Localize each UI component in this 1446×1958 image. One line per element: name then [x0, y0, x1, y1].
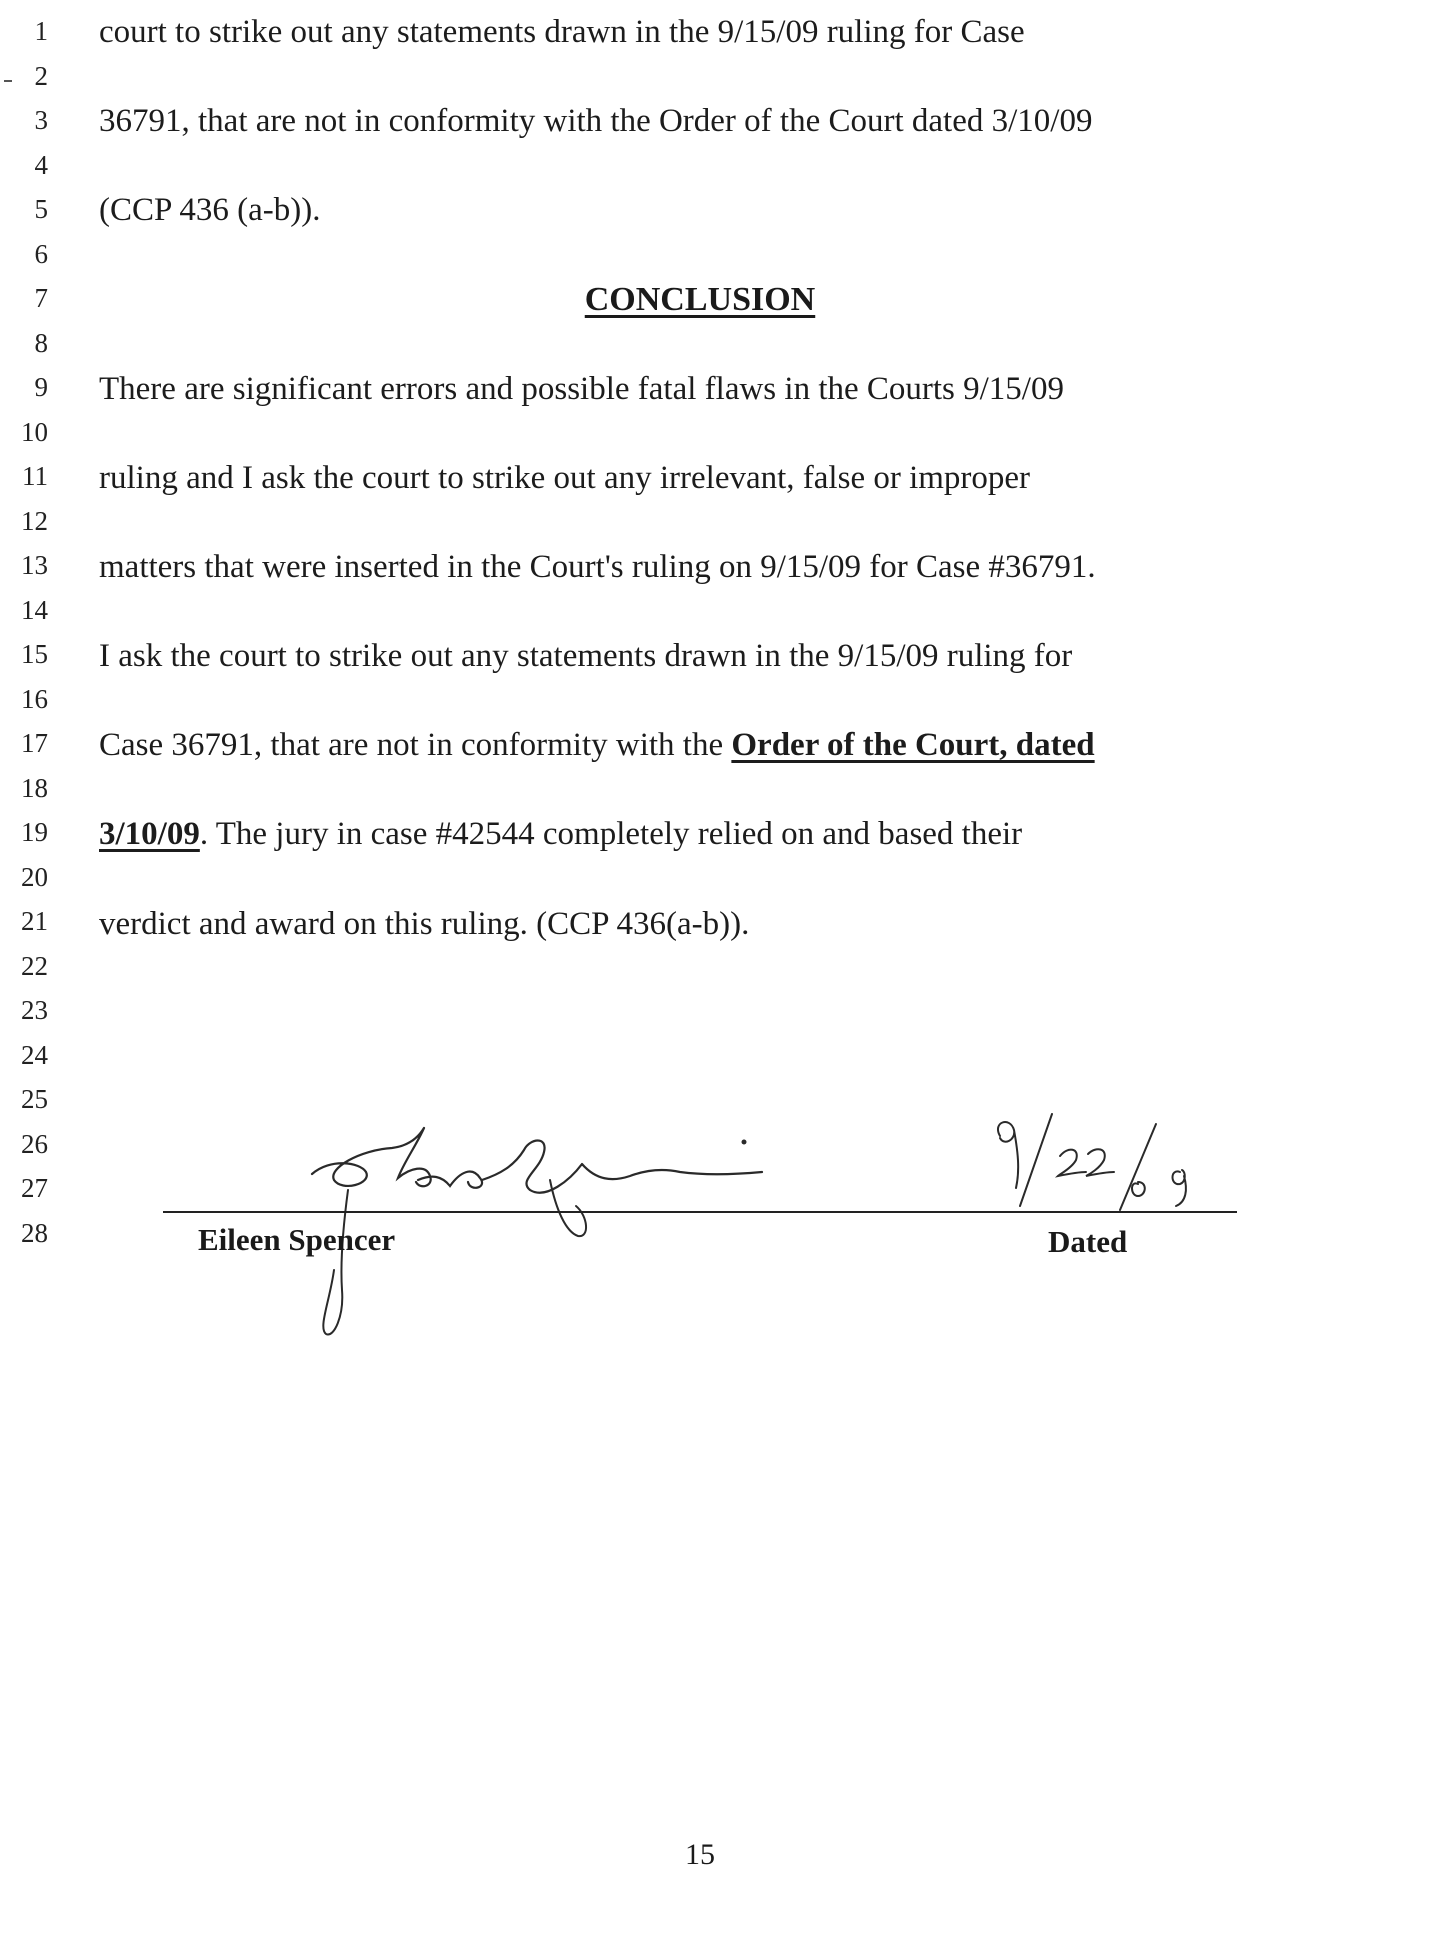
line-number: 22	[21, 950, 48, 981]
line-number: 11	[22, 461, 48, 491]
line-number: 25	[21, 1084, 48, 1114]
dated-label: Dated	[1048, 1224, 1128, 1259]
line-number: 10	[21, 416, 48, 447]
line-number: 6	[34, 238, 48, 269]
body-line-9: There are significant errors and possible fatal flaws in the Courts 9/15/09	[99, 371, 1064, 407]
line-number: 23	[21, 995, 48, 1025]
section-heading-conclusion: CONCLUSION	[584, 281, 816, 318]
line-number: 14	[21, 594, 48, 625]
handwritten-date	[980, 1110, 1220, 1220]
body-line-21: verdict and award on this ruling. (CCP 436(a-b)).	[99, 906, 750, 942]
line-number: 3	[34, 105, 48, 135]
line-number: 4	[34, 149, 48, 180]
line-number: 26	[21, 1128, 48, 1159]
line-number: 19	[21, 817, 48, 847]
line-number: 1	[34, 16, 48, 46]
body-line-15: I ask the court to strike out any statements drawn in the 9/15/09 ruling for	[99, 638, 1073, 674]
line-number: 17	[21, 728, 48, 758]
line-number: 9	[34, 372, 48, 402]
body-line-3: 36791, that are not in conformity with the Order of the Court dated 3/10/09	[99, 103, 1093, 139]
line-number: 12	[21, 505, 48, 536]
line-number: 24	[21, 1039, 48, 1070]
page-number: 15	[685, 1838, 715, 1871]
line-number: 8	[34, 327, 48, 358]
line-number: 15	[21, 639, 48, 669]
line-number: 16	[21, 683, 48, 714]
line-number: 20	[21, 861, 48, 892]
body-line-17	[99, 725, 1095, 765]
order-date: 3/10/09	[99, 816, 200, 852]
body-line-11: ruling and I ask the court to strike out any irrelevant, false or improper	[99, 460, 1031, 496]
line-number: 21	[21, 906, 48, 936]
body-line-19	[99, 814, 1022, 854]
signer-name: Eileen Spencer	[198, 1222, 396, 1257]
line-number: 28	[21, 1217, 48, 1248]
body-line-1: court to strike out any statements drawn in the 9/15/09 ruling for Case	[99, 14, 1025, 50]
line-number: 18	[21, 772, 48, 803]
body-line-17-text: Case 36791, that are not in conformity with the	[99, 727, 732, 763]
body-line-13: matters that were inserted in the Court's ruling on 9/15/09 for Case #36791.	[99, 549, 1096, 585]
order-reference: Order of the Court, dated	[731, 727, 1095, 763]
line-number: 2	[34, 60, 48, 91]
signature-line	[163, 1211, 1237, 1213]
line-number: 5	[34, 194, 48, 224]
line-number: 27	[21, 1173, 48, 1203]
line-number: 7	[34, 283, 48, 313]
line-number: 13	[21, 550, 48, 580]
body-line-19-text: . The jury in case #42544 completely relied on and based their	[199, 816, 1023, 852]
body-line-5: (CCP 436 (a-b)).	[99, 192, 321, 228]
